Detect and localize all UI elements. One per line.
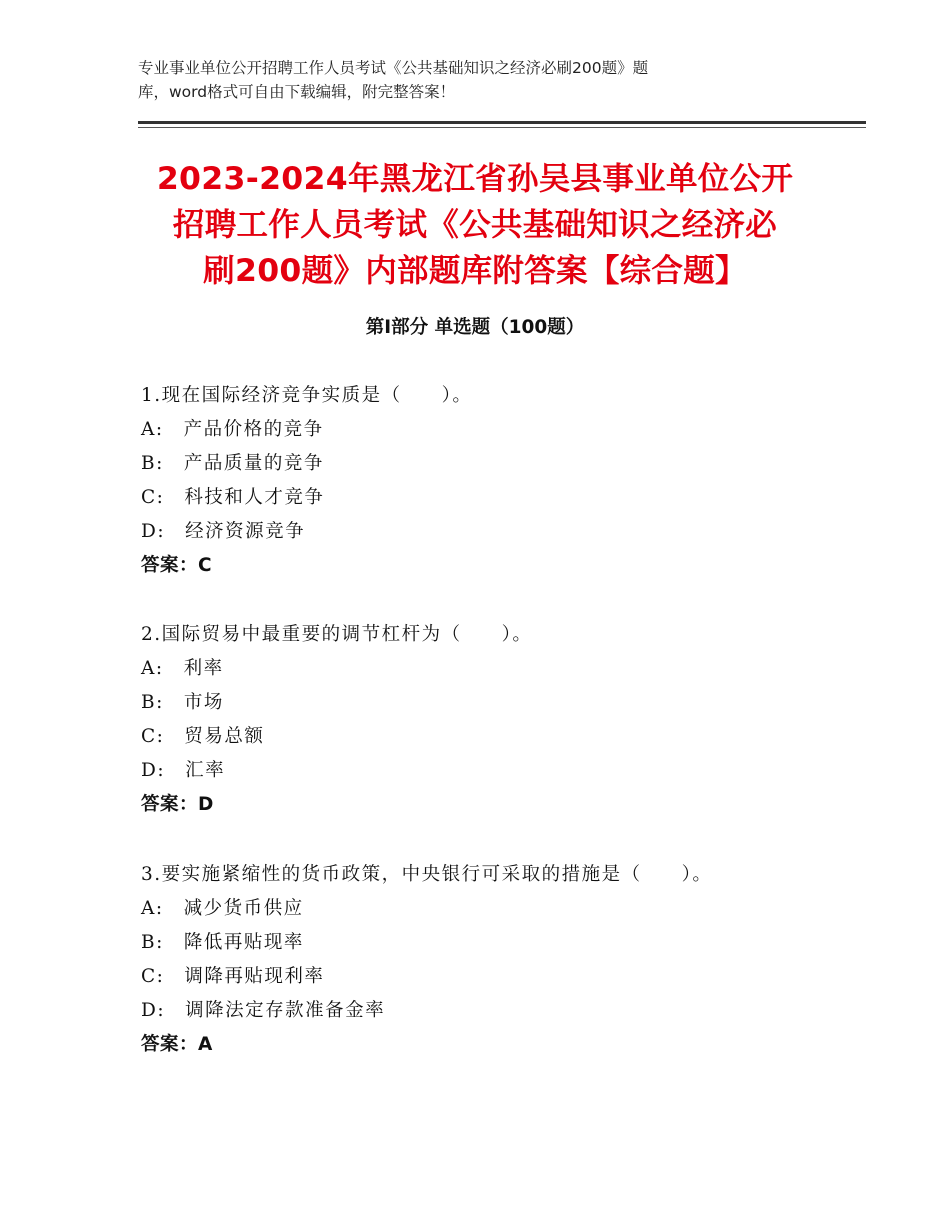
question-stem: 3.要实施紧缩性的货币政策，中央银行可采取的措施是（ ）。	[141, 864, 713, 885]
document-title-line-3: 刷200题》内部题库附答案【综合题】	[203, 253, 747, 289]
option-d: D: 经济资源竞争	[141, 521, 306, 542]
question-stem: 1.现在国际经济竞争实质是（ ）。	[141, 385, 473, 406]
answer: 答案：A	[141, 1034, 213, 1055]
option-a: A: 利率	[141, 658, 224, 679]
option-d: D: 汇率	[141, 760, 226, 781]
option-d: D: 调降法定存款准备金率	[141, 1000, 386, 1021]
question-1	[141, 382, 881, 586]
section-title: 第Ⅰ部分 单选题（100题）	[365, 317, 585, 338]
option-a: A: 减少货币供应	[141, 898, 304, 919]
header-note	[138, 56, 778, 104]
document-title-line-1: 2023-2024年黑龙江省孙吴县事业单位公开	[156, 161, 794, 197]
document-title-line-2: 招聘工作人员考试《公共基础知识之经济必	[172, 207, 778, 243]
question-3	[141, 861, 881, 1065]
document-title	[150, 156, 800, 294]
question-stem: 2.国际贸易中最重要的调节杠杆为（ ）。	[141, 624, 533, 645]
option-c: C: 科技和人才竞争	[141, 487, 325, 508]
option-c: C: 贸易总额	[141, 726, 265, 747]
question-2	[141, 621, 881, 825]
option-b: B: 降低再贴现率	[141, 932, 304, 953]
option-b: B: 市场	[141, 692, 224, 713]
option-a: A: 产品价格的竞争	[141, 419, 324, 440]
header-note-line-2: 库，word格式可自由下载编辑，附完整答案！	[138, 83, 456, 101]
answer: 答案：C	[141, 555, 213, 576]
option-b: B: 产品质量的竞争	[141, 453, 324, 474]
answer: 答案：D	[141, 794, 214, 815]
header-divider-thick	[138, 121, 866, 124]
option-c: C: 调降再贴现利率	[141, 966, 325, 987]
header-note-line-1: 专业事业单位公开招聘工作人员考试《公共基础知识之经济必刷200题》题	[138, 59, 649, 77]
header-divider-thin	[138, 127, 866, 128]
